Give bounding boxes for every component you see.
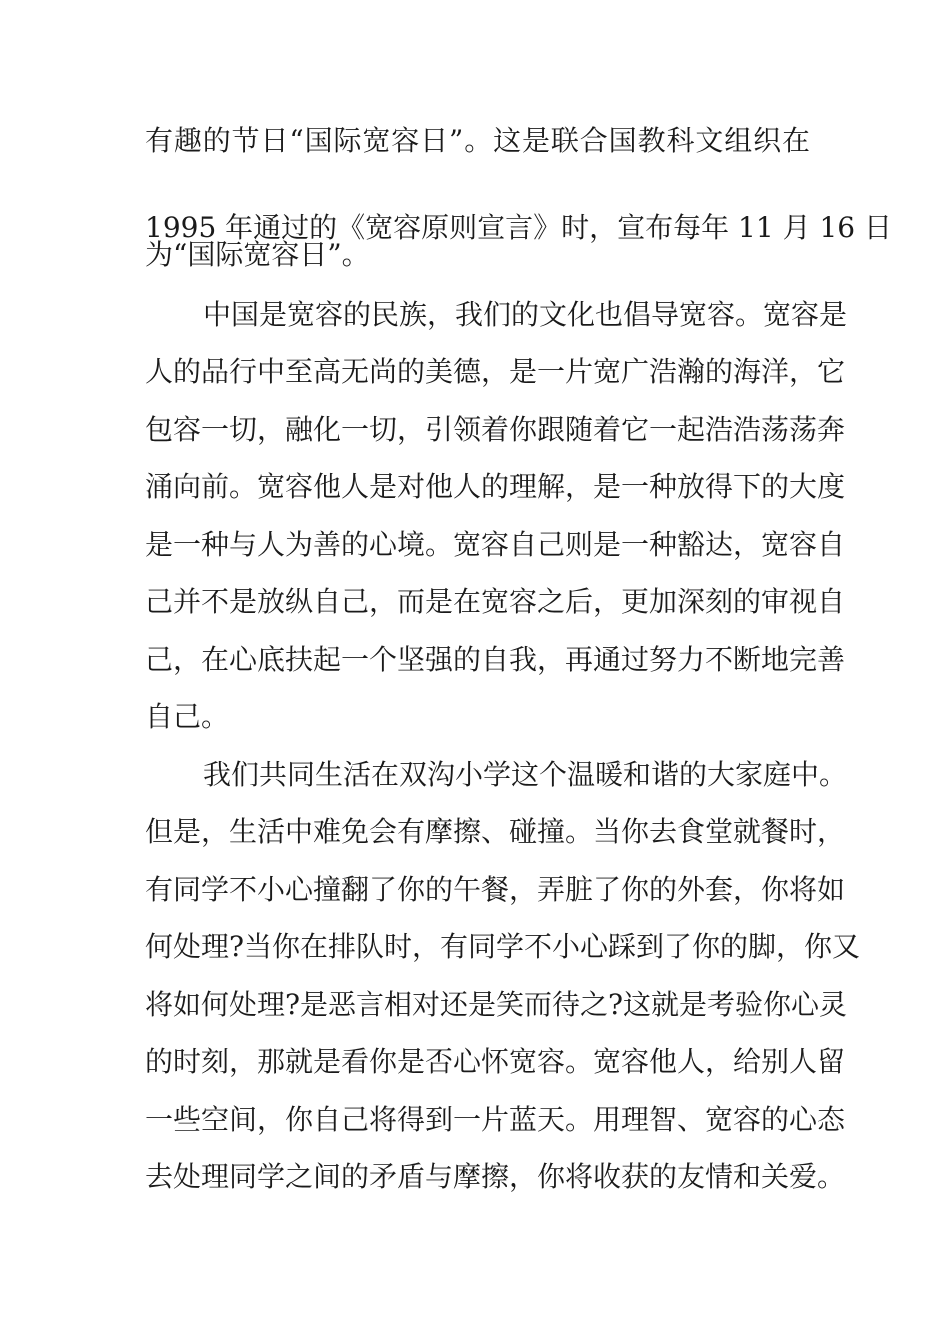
text-line: 包容一切，融化一切，引领着你跟随着它一起浩浩荡荡奔 <box>145 413 846 446</box>
text-line: 自己。 <box>145 700 230 733</box>
text-line: 的时刻，那就是看你是否心怀宽容。宽容他人，给别人留 <box>145 1045 846 1078</box>
text-line: 有同学不小心撞翻了你的午餐，弄脏了你的外套，你将如 <box>145 873 846 906</box>
text-line: 是一种与人为善的心境。宽容自己则是一种豁达，宽容自 <box>145 528 846 561</box>
text-line: 一些空间，你自己将得到一片蓝天。用理智、宽容的心态 <box>145 1103 846 1136</box>
text-line: 涌向前。宽容他人是对他人的理解，是一种放得下的大度 <box>145 470 846 503</box>
text-line: 1995 年通过的《宽容原则宣言》时，宣布每年 11 月 16 日 <box>145 211 893 244</box>
text-line: 但是，生活中难免会有摩擦、碰撞。当你去食堂就餐时， <box>145 815 846 848</box>
text-line: 何处理?当你在排队时，有同学不小心踩到了你的脚，你又 <box>145 930 861 963</box>
text-line: 己并不是放纵自己，而是在宽容之后，更加深刻的审视自 <box>145 585 846 618</box>
text-line: 去处理同学之间的矛盾与摩擦，你将收获的友情和关爱。 <box>145 1160 846 1193</box>
text-line: 人的品行中至高无尚的美德，是一片宽广浩瀚的海洋，它 <box>145 355 846 388</box>
text-line: 有趣的节日“国际宽容日”。这是联合国教科文组织在 <box>145 124 810 157</box>
text-line: 为“国际宽容日”。 <box>145 238 370 271</box>
text-line: 将如何处理?是恶言相对还是笑而待之?这就是考验你心灵 <box>145 988 848 1021</box>
text-line: 己，在心底扶起一个坚强的自我，再通过努力不断地完善 <box>145 643 846 676</box>
text-line-indented: 我们共同生活在双沟小学这个温暖和谐的大家庭中。 <box>203 758 848 791</box>
text-line-indented: 中国是宽容的民族，我们的文化也倡导宽容。宽容是 <box>203 298 848 331</box>
